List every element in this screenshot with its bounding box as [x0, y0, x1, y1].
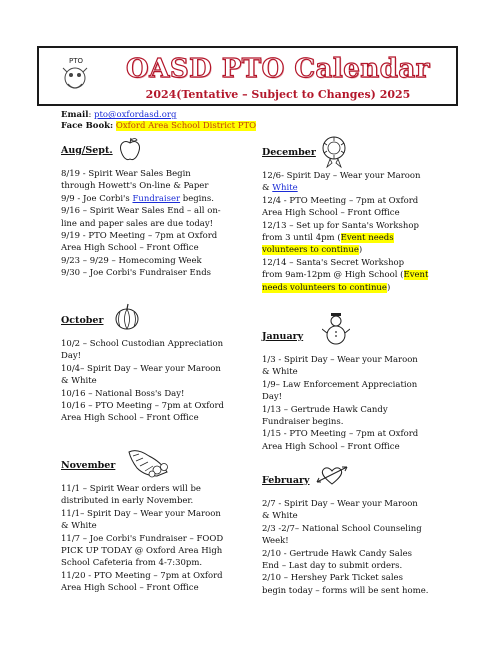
oct-line-3: 10/4– Spirit Day – Wear your Maroon	[61, 363, 221, 374]
jan-line-5: 1/13 – Gertrude Hawk Candy	[262, 404, 388, 415]
nov-line-3: 11/1– Spirit Day – Wear your Maroon	[61, 508, 221, 519]
aug-line-6: 9/19 - PTO Meeting – 7pm at Oxford	[61, 231, 218, 242]
oct-line-6: 10/16 – PTO Meeting – 7pm at Oxford	[61, 401, 225, 412]
aug-line-3	[61, 193, 236, 205]
dec-line-10-tail: )	[386, 282, 391, 293]
apple-icon	[118, 136, 142, 162]
highlight-needs-volunteers: needs volunteers to continue	[262, 282, 387, 293]
snowman-icon	[322, 312, 350, 348]
nov-line-8: 11/20 - PTO Meeting – 7pm at Oxford	[61, 570, 223, 581]
feb-line-2: & White	[262, 511, 298, 522]
contact-block	[61, 110, 256, 132]
dec-line-10	[262, 282, 437, 294]
page-subtitle: 2024(Tentative – Subject to Changes) 2025	[145, 88, 411, 101]
cornucopia-icon	[127, 446, 171, 480]
fundraiser-link[interactable]: Fundraiser	[132, 193, 181, 204]
nov-line-5: 11/7 – Joe Corbi's Fundraiser – FOOD	[61, 533, 224, 544]
aug-line-1: 8/19 - Spirit Wear Sales Begin	[61, 169, 191, 179]
section-october	[61, 314, 236, 425]
jan-line-3: 1/9– Law Enforcement Appreciation	[262, 379, 418, 390]
dec-line-9-text: from 9am-12pm @ High School (	[262, 270, 404, 281]
dec-line-4: Area High School – Front Office	[262, 208, 400, 219]
aug-line-2: through Howett's On-line & Paper	[61, 181, 209, 192]
aug-line-5: line and paper sales are due today!	[61, 218, 214, 229]
highlight-volunteers: volunteers to continue	[262, 245, 359, 256]
feb-line-7: 2/10 – Hershey Park Ticket sales	[262, 573, 403, 584]
jan-line-1: 1/3 - Spirit Day – Wear your Maroon	[262, 355, 418, 365]
dec-line-1: 12/6- Spirit Day – Wear your Maroon	[262, 171, 421, 181]
logo-text: PTO	[69, 57, 84, 65]
section-title-november: November	[61, 460, 116, 471]
aug-line-4: 9/16 – Spirit Wear Sales End – all on-	[61, 206, 221, 217]
oct-line-4: & White	[61, 376, 97, 387]
dec-line-7	[262, 244, 437, 256]
feb-line-5: 2/10 - Gertrude Hawk Candy Sales	[262, 548, 412, 559]
dec-line-2-text: &	[262, 183, 273, 194]
jan-line-4: Day!	[262, 392, 283, 403]
nov-line-6: PICK UP TODAY @ Oxford Area High	[61, 546, 223, 557]
dec-line-6-text: from 3 until 4pm (	[262, 233, 341, 244]
white-link[interactable]: White	[272, 183, 298, 194]
jan-line-8: Area High School – Front Office	[262, 441, 400, 452]
oct-line-7: Area High School – Front Office	[61, 413, 199, 424]
wreath-icon	[318, 133, 350, 169]
jan-line-6: Fundraiser begins.	[262, 417, 344, 428]
feb-line-4: Week!	[262, 536, 289, 547]
aug-line-3-text: 9/9 - Joe Corbi's	[61, 193, 133, 204]
dec-line-5: 12/13 – Set up for Santa's Workshop	[262, 220, 419, 231]
aug-line-9: 9/30 – Joe Corbi's Fundraiser Ends	[61, 268, 212, 279]
email-line: Email: pto@oxfordasd.org	[61, 110, 177, 120]
facebook-label: Face Book:	[61, 121, 114, 131]
highlight-event: Event	[403, 270, 429, 281]
pumpkin-icon	[114, 301, 140, 331]
section-title-aug-sept: Aug/Sept.	[61, 145, 113, 156]
pto-logo-icon	[55, 54, 95, 96]
email-label: Email	[61, 110, 89, 120]
header-box	[37, 46, 458, 106]
nov-line-1: 11/1 – Spirit Wear orders will be	[61, 484, 201, 494]
dec-line-3: 12/4 - PTO Meeting – 7pm at Oxford	[262, 195, 419, 206]
page-title: OASD PTO Calendar	[126, 54, 430, 84]
email-link[interactable]: pto@oxfordasd.org	[94, 110, 177, 120]
jan-line-2: & White	[262, 367, 298, 378]
nov-line-7: School Cafeteria from 4-7:30pm.	[61, 558, 203, 569]
dec-line-2	[262, 182, 437, 194]
section-title-february: February	[262, 475, 310, 486]
highlight-event-needs: Event needs	[340, 233, 394, 244]
facebook-page: Oxford Area School District PTO	[115, 121, 257, 131]
aug-line-8: 9/23 – 9/29 – Homecoming Week	[61, 255, 202, 266]
feb-line-6: End – Last day to submit orders.	[262, 561, 403, 572]
facebook-line	[61, 121, 256, 132]
section-title-october: October	[61, 315, 104, 326]
oct-line-5: 10/16 – National Boss's Day!	[61, 388, 185, 399]
nov-line-2: distributed in early November.	[61, 496, 194, 507]
dec-line-7-tail: )	[358, 245, 363, 256]
jan-line-7: 1/15 - PTO Meeting – 7pm at Oxford	[262, 429, 419, 440]
feb-line-8: begin today – forms will be sent home.	[262, 585, 429, 596]
heart-arrow-icon	[315, 463, 349, 487]
feb-line-1: 2/7 - Spirit Day – Wear your Maroon	[262, 499, 418, 509]
section-january	[262, 330, 437, 453]
dec-line-9	[262, 269, 437, 281]
aug-line-3-tail: begins.	[180, 193, 214, 204]
oct-line-1: 10/2 – School Custodian Appreciation	[61, 339, 224, 349]
section-title-january: January	[262, 331, 304, 342]
section-aug-sept	[61, 144, 236, 280]
section-title-december: December	[262, 147, 316, 158]
oct-line-2: Day!	[61, 351, 82, 362]
nov-line-4: & White	[61, 521, 97, 532]
dec-line-6	[262, 232, 437, 244]
dec-line-8: 12/14 – Santa's Secret Workshop	[262, 257, 405, 268]
aug-line-7: Area High School – Front Office	[61, 243, 199, 254]
feb-line-3: 2/3 -2/7– National School Counseling	[262, 523, 422, 534]
nov-line-9: Area High School – Front Office	[61, 583, 199, 594]
section-february	[262, 474, 437, 597]
